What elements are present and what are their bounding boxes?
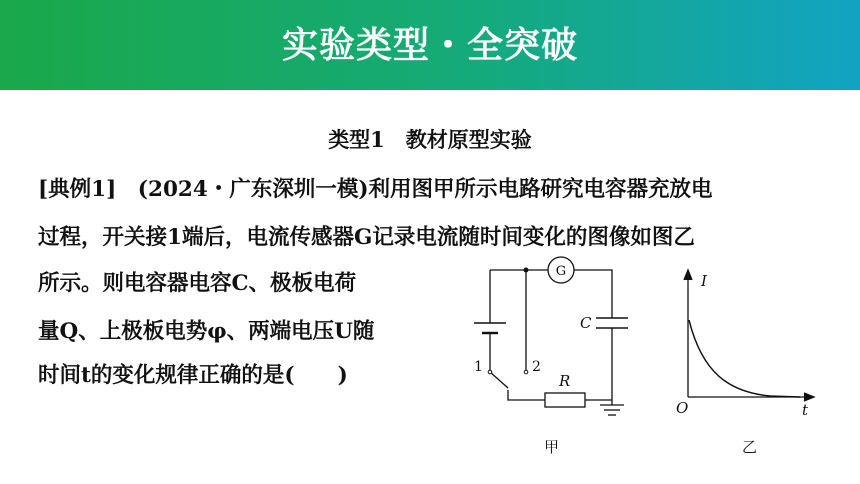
figure-caption-a: 甲: [544, 438, 560, 456]
y-axis-arrow: [684, 270, 692, 280]
origin-label: O: [676, 399, 689, 417]
sensor-label: G: [555, 264, 567, 279]
switch-lower-wire: [508, 390, 545, 400]
problem-line-5: 时间t的变化规律正确的是( ): [38, 363, 348, 388]
terminal-2-dot: [524, 370, 528, 374]
top-wire-right: [574, 270, 612, 318]
problem-line-2: 过程，开关接1端后，电流传感器G记录电流随时间变化的图像如图乙: [38, 225, 695, 250]
terminal-1-label: 1: [474, 359, 483, 375]
circuit-diagram: [474, 270, 628, 415]
decay-curve: [689, 320, 800, 397]
resistor-box: [545, 393, 585, 407]
problem-line-4: 量Q、上极板电势φ、两端电压U随: [38, 319, 375, 344]
terminal-1-dot: [488, 370, 492, 374]
x-axis-arrow: [804, 393, 814, 401]
y-axis-label: I: [701, 272, 707, 290]
section-title: 类型1 教材原型实验: [328, 127, 532, 152]
problem-line-1: [典例1] (2024・广东深圳一模)利用图甲所示电路研究电容器充放电: [38, 177, 713, 202]
page-title: 实验类型・全突破: [281, 25, 578, 66]
junction-dot: [524, 268, 529, 273]
x-axis-label: t: [802, 401, 809, 419]
problem-line-3: 所示。则电容器电容C、极板电荷: [38, 271, 357, 296]
capacitor-label: C: [580, 314, 592, 332]
figure-caption-b: 乙: [742, 438, 758, 456]
resistor-label: R: [559, 372, 571, 390]
switch-blade: [490, 372, 508, 388]
terminal-2-label: 2: [532, 359, 541, 375]
